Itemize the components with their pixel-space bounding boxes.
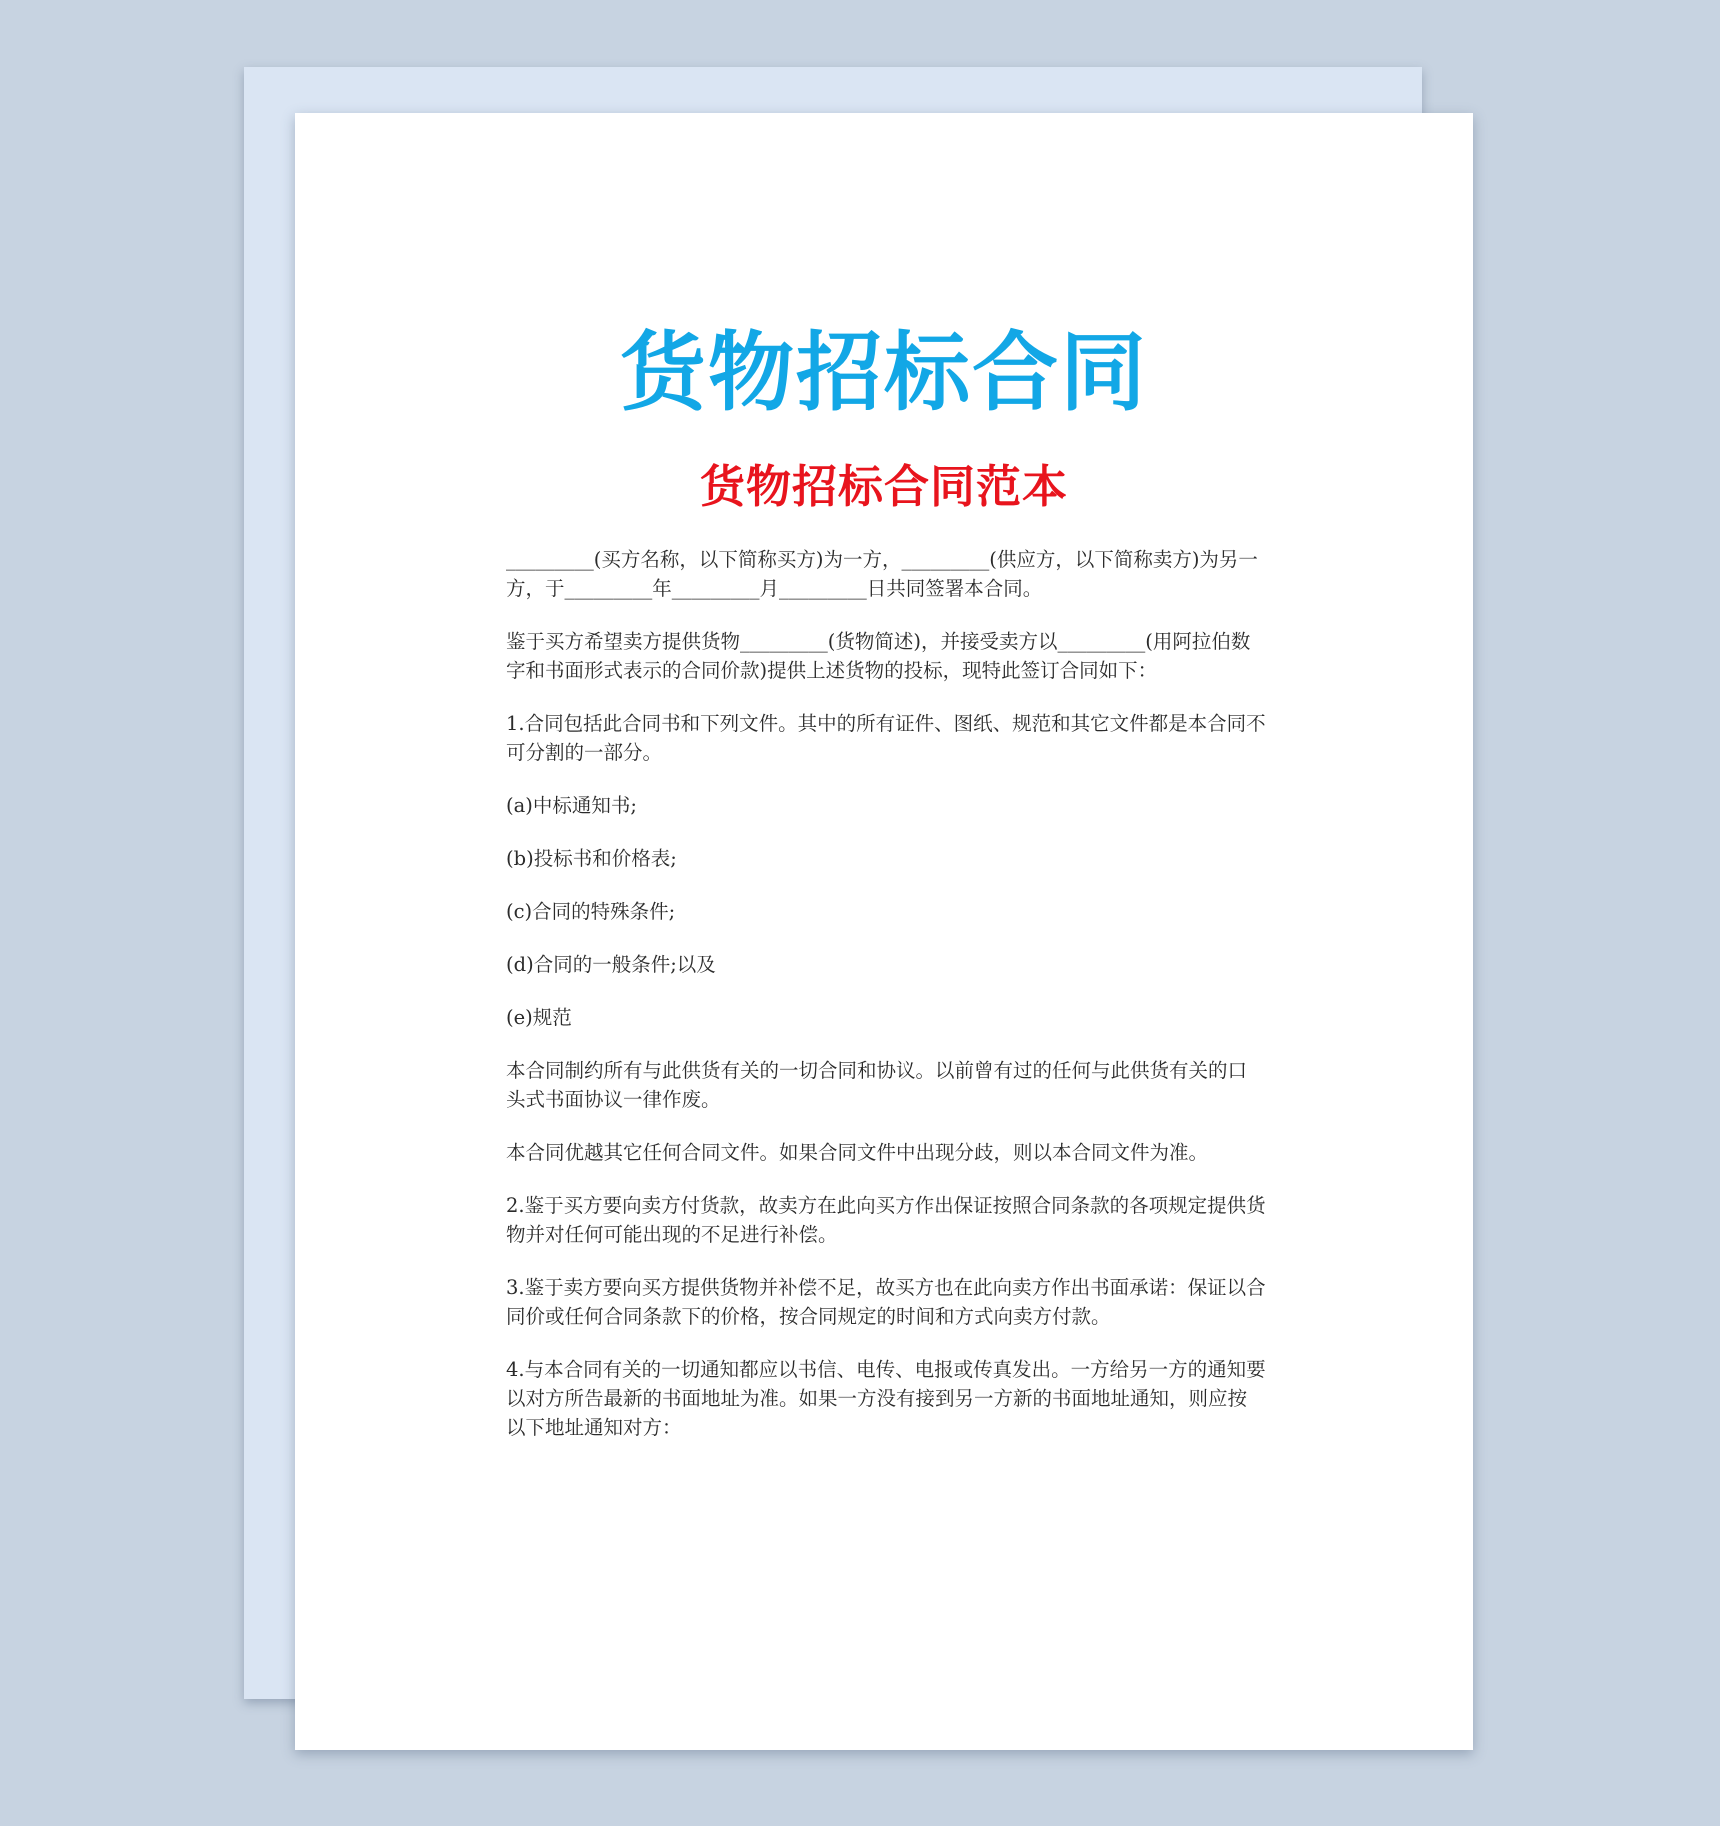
document-page xyxy=(295,113,1473,1750)
paragraph-clause-4: 4.与本合同有关的一切通知都应以书信、电传、电报或传真发出。一方给另一方的通知要以对方所告最新的书面地址为准。如果一方没有接到另一方新的书面地址通知，则应按以下地址通知对方： xyxy=(506,1358,1266,1439)
document-subtitle: 货物招标合同范本 xyxy=(699,460,1068,513)
list-item-e: (e)规范 xyxy=(506,1006,572,1029)
list-item-c: (c)合同的特殊条件; xyxy=(506,900,676,923)
paragraph-whereas: 鉴于买方希望卖方提供货物_________(货物简述)，并接受卖方以_________(用阿拉伯数字和书面形式表示的合同价款)提供上述货物的投标，现特此签订合同如下： xyxy=(506,630,1251,682)
paragraph-clause-2: 2.鉴于买方要向卖方付货款，故卖方在此向买方作出保证按照合同条款的各项规定提供货物并对任何可能出现的不足进行补偿。 xyxy=(506,1194,1266,1246)
document-title: 货物招标合同 xyxy=(620,323,1148,423)
list-item-d: (d)合同的一般条件;以及 xyxy=(506,953,716,976)
document-body xyxy=(506,545,1266,1466)
list-item-a: (a)中标通知书; xyxy=(506,794,637,817)
paragraph-clause-3: 3.鉴于卖方要向买方提供货物并补偿不足，故买方也在此向卖方作出书面承诺：保证以合同价或任何合同条款下的价格，按合同规定的时间和方式向卖方付款。 xyxy=(506,1276,1266,1328)
paragraph-clause-1: 1.合同包括此合同书和下列文件。其中的所有证件、图纸、规范和其它文件都是本合同不可分割的一部分。 xyxy=(506,712,1266,764)
paragraph-precedence: 本合同优越其它任何合同文件。如果合同文件中出现分歧，则以本合同文件为准。 xyxy=(506,1141,1209,1164)
list-item-b: (b)投标书和价格表; xyxy=(506,847,677,870)
paragraph-parties: _________(买方名称，以下简称买方)为一方，_________(供应方，以下简称卖方)为另一方，于_________年_________月_________日共同签署本合同。 xyxy=(506,548,1258,600)
paragraph-supersede: 本合同制约所有与此供货有关的一切合同和协议。以前曾有过的任何与此供货有关的口头式书面协议一律作废。 xyxy=(506,1059,1248,1111)
